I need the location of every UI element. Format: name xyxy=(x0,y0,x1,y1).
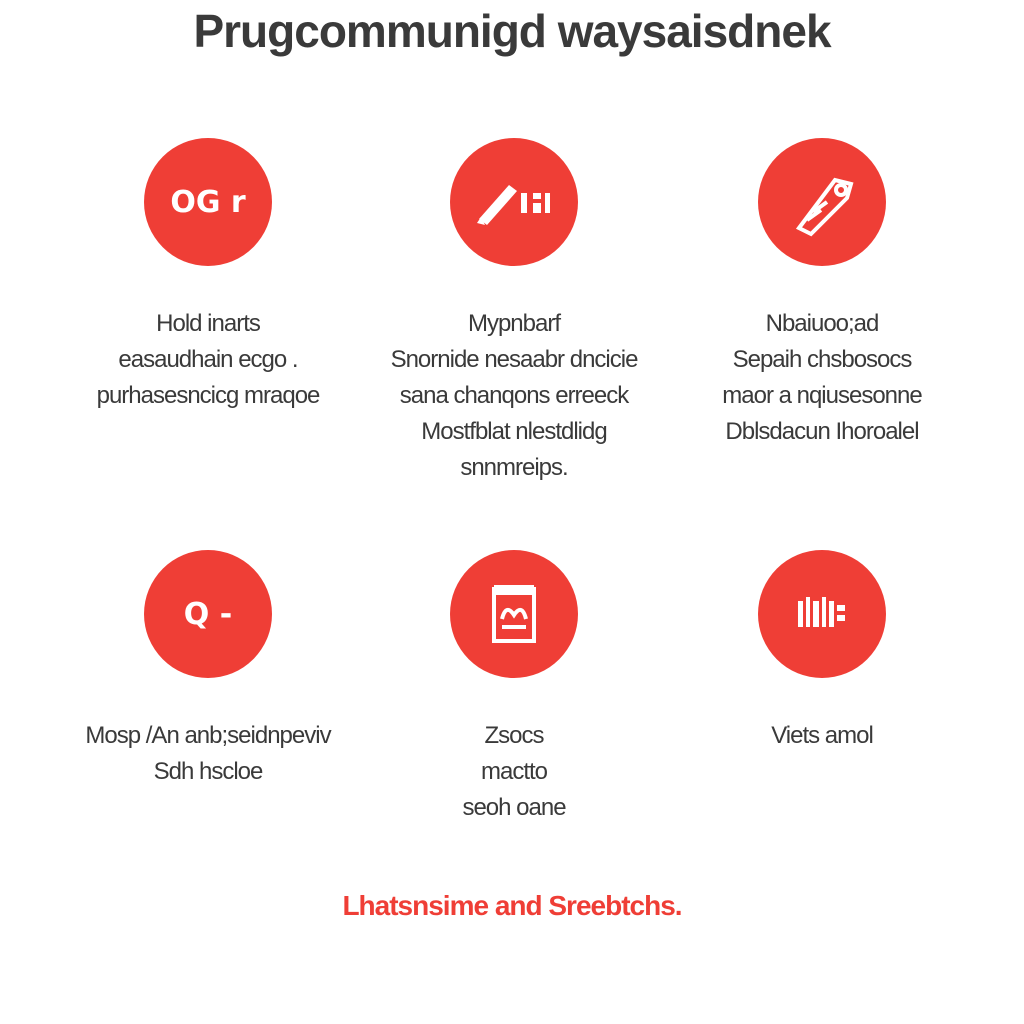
feature-card-4 xyxy=(58,550,358,790)
feature-description xyxy=(58,718,358,790)
tag-icon-graphic xyxy=(777,162,867,242)
description-line: Mosp /An anb;seidnpeviv xyxy=(85,722,331,749)
feature-card-1 xyxy=(58,138,358,414)
description-line: Snornide nesaabr dncicie xyxy=(390,346,638,373)
tag-icon xyxy=(758,138,886,266)
feature-description xyxy=(364,718,664,826)
description-line: Nbaiuoo;ad xyxy=(765,310,879,337)
description-line: Hold inarts xyxy=(156,310,260,337)
feature-description xyxy=(672,306,972,450)
description-line: Dblsdacun Ihoroalel xyxy=(725,418,919,445)
description-line: mactto xyxy=(480,758,548,785)
description-line: Sdh hscloe xyxy=(153,758,263,785)
description-line: seoh oane xyxy=(462,794,566,821)
feature-description xyxy=(672,718,972,754)
description-line: easaudhain ecgo . xyxy=(118,346,298,373)
key-icon xyxy=(144,550,272,678)
feature-card-2 xyxy=(364,138,664,486)
page-title: Prugcommunigd waysaisdnek xyxy=(193,5,831,57)
description-line: snnmreips. xyxy=(460,454,568,481)
feature-card-5 xyxy=(364,550,664,826)
feature-card-3 xyxy=(672,138,972,450)
pencil-icon-graphic xyxy=(469,167,559,237)
pencil-icon xyxy=(450,138,578,266)
description-line: Sepaih chsbosocs xyxy=(732,346,912,373)
description-line: Mypnbarf xyxy=(467,310,561,337)
description-line: maor a nqiusesonne xyxy=(722,382,922,409)
barcode-icon xyxy=(758,550,886,678)
description-line: Zsocs xyxy=(484,722,544,749)
description-line: Viets amol xyxy=(771,722,873,749)
feature-description xyxy=(58,306,358,414)
feature-description xyxy=(364,306,664,486)
description-line: purhasesncicg mraqoe xyxy=(96,382,320,409)
description-line: sana chanqons erreeck xyxy=(399,382,629,409)
document-icon-graphic xyxy=(484,579,544,649)
icon-label: Q - xyxy=(183,596,233,632)
footer-link[interactable]: Lhatsnsime and Sreebtchs. xyxy=(342,890,682,921)
barcode-icon-graphic xyxy=(792,589,852,639)
description-line: Mostfblat nlestdlidg xyxy=(421,418,607,445)
document-icon xyxy=(450,550,578,678)
gear-icon xyxy=(144,138,272,266)
feature-card-6 xyxy=(672,550,972,754)
icon-label: OG r xyxy=(170,184,246,220)
